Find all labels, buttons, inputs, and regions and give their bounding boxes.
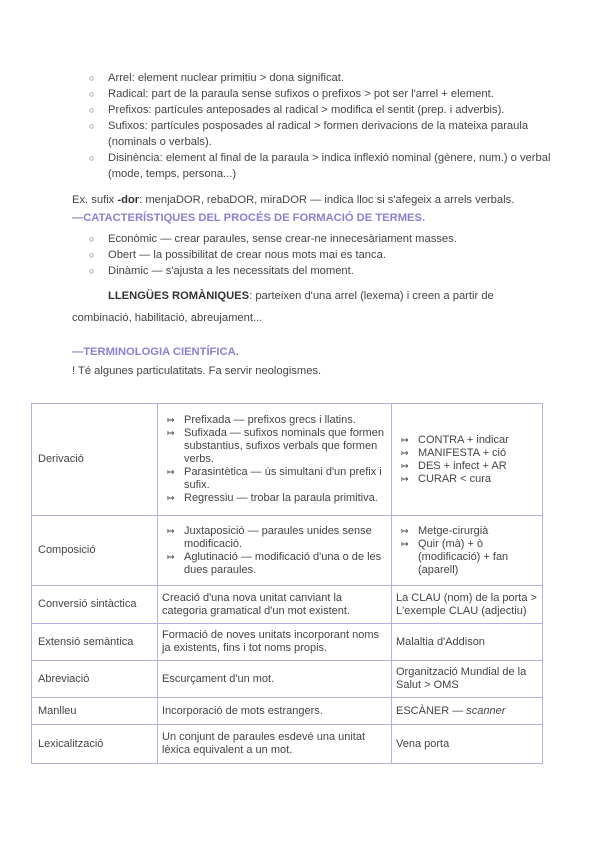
list-item: ○ Prefixos: partícules anteposades al radical > modifica el sentit (prep. i adverbis).	[88, 102, 558, 118]
process-example: Malaltia d'Addison	[392, 624, 543, 661]
process-description: Formació de noves unitats incorporant noms ja existents, fins i tot noms propis.	[158, 624, 392, 661]
romance-text: : parteixen d'una arrel (lexema) i creen a partir de combinació, habilitació, abreujament...	[72, 290, 494, 324]
process-example: Vena porta	[392, 725, 543, 764]
process-name: Composició	[32, 516, 158, 586]
table-row	[32, 698, 543, 725]
list-item: ↦ Metge-cirurgià	[396, 525, 538, 538]
word-formation-table	[31, 403, 543, 764]
table-row	[32, 725, 543, 764]
list-item: ○ Disinència: element al final de la paraula > indica inflexió nominal (gènere, num.) o verbal (mode, temps, persona...)	[88, 150, 558, 182]
process-description: Creació d'una nova unitat canviant la categoria gramatical d'un mot existent.	[158, 586, 392, 624]
process-example: La CLAU (nom) de la porta > L'exemple CLAU (adjectiu)	[392, 586, 543, 624]
process-name: Conversió sintàctica	[32, 586, 158, 624]
process-examples	[392, 516, 543, 586]
list-item: ↦ Juxtaposició — paraules unides sense modificació.	[162, 525, 387, 551]
characteristics-list	[88, 231, 558, 279]
list-item: ○ Dinàmic — s'ajusta a les necessitats del moment.	[88, 263, 558, 279]
process-name: Manlleu	[32, 698, 158, 725]
example-word: ESCÀNER —	[396, 704, 467, 717]
section-heading-terminology: —TERMINOLOGIA CIENTÍFICA.	[72, 346, 239, 358]
list-item: ○ Econòmic — crear paraules, sense crear-ne innecesàriament masses.	[88, 231, 558, 247]
process-example	[392, 698, 543, 725]
romance-label: LLENGÜES ROMÀNIQUES	[108, 290, 250, 302]
table-row	[32, 516, 543, 586]
table-row	[32, 586, 543, 624]
example-prefix: Ex. sufix	[72, 194, 118, 206]
example-italic: scanner	[466, 704, 506, 717]
process-description: Incorporació de mots estrangers.	[158, 698, 392, 725]
process-types	[158, 516, 392, 586]
example-rest: : menjaDOR, rebaDOR, miraDOR — indica lloc si s'afegeix a arrels verbals.	[139, 194, 515, 206]
process-types	[158, 404, 392, 516]
table-row	[32, 661, 543, 698]
list-item: ↦ Regressiu — trobar la paraula primitiva.	[162, 492, 387, 505]
table-row	[32, 404, 543, 516]
list-item: ↦ Prefixada — prefixos grecs i llatins.	[162, 414, 387, 427]
list-item: ↦ CURAR < cura	[396, 473, 538, 486]
list-item: ↦ Aglutinació — modificació d'una o de les dues paraules.	[162, 551, 387, 577]
example-suffix: -dor	[117, 194, 140, 206]
process-description: Escurçament d'un mot.	[158, 661, 392, 698]
list-item: ↦ DES + infect + AR	[396, 460, 538, 473]
romance-languages-paragraph	[72, 285, 542, 329]
list-item: ○ Radical: part de la paraula sense sufixos o prefixos > pot ser l'arrel + element.	[88, 86, 558, 102]
list-item: ○ Sufixos: partícules posposades al radical > formen derivacions de la mateixa paraula (nominals o verbals).	[88, 118, 558, 150]
list-item: ↦ MANIFESTA + ció	[396, 447, 538, 460]
morpheme-list	[88, 70, 558, 182]
list-item: ○ Arrel: element nuclear primitiu > dona significat.	[88, 70, 558, 86]
list-item: ○ Obert — la possibilitat de crear nous mots mai es tanca.	[88, 247, 558, 263]
note-line: ! Té algunes particulatitats. Fa servir neologismes.	[72, 365, 322, 377]
process-examples	[392, 404, 543, 516]
table-row	[32, 624, 543, 661]
process-name: Abreviació	[32, 661, 158, 698]
process-name: Derivació	[32, 404, 158, 516]
list-item: ↦ Quir (mà) + ò (modificació) + fan (aparell)	[396, 538, 538, 577]
process-name: Extensió semàntica	[32, 624, 158, 661]
list-item: ↦ Sufixada — sufixos nominals que formen substantius, sufixos verbals que formen verbs.	[162, 427, 387, 466]
process-description: Un conjunt de paraules esdevé una unitat lèxica equivalent a un mot.	[158, 725, 392, 764]
list-item: ↦ Parasintètica — ús simultani d'un prefix i sufix.	[162, 466, 387, 492]
process-name: Lexicalització	[32, 725, 158, 764]
example-line	[72, 192, 514, 208]
section-heading-characteristics: —CATACTERÍSTIQUES DEL PROCÉS DE FORMACIÓ DE TERMES.	[72, 212, 426, 224]
process-example: Organització Mundial de la Salut > OMS	[392, 661, 543, 698]
list-item: ↦ CONTRA + indicar	[396, 434, 538, 447]
